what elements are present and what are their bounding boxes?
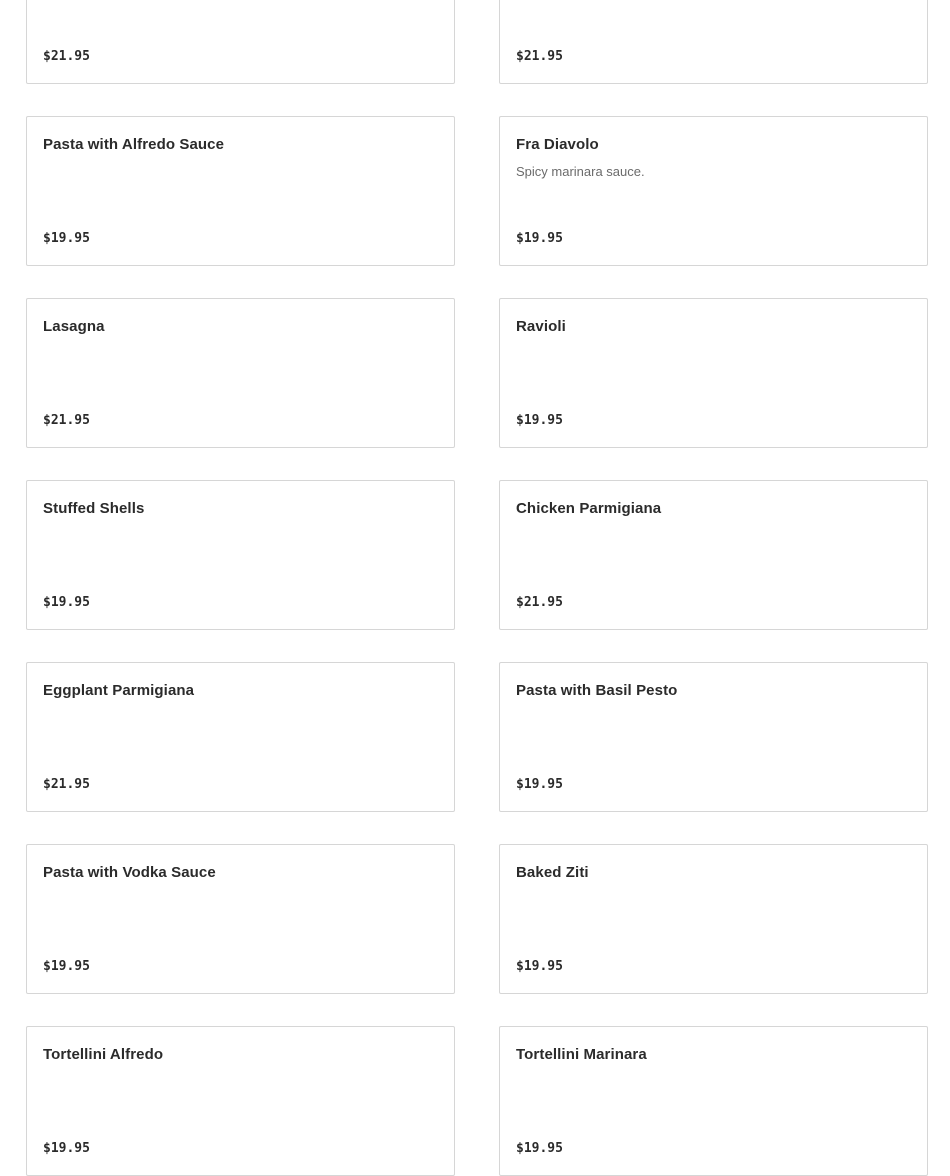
menu-item-price: $19.95 bbox=[516, 231, 563, 246]
menu-item-price: $21.95 bbox=[516, 595, 563, 610]
menu-item-name: Tortellini Alfredo bbox=[43, 1046, 164, 1063]
menu-item-name: Tortellini Marinara bbox=[516, 1046, 647, 1063]
menu-item-price: $19.95 bbox=[516, 413, 563, 428]
menu-item-price: $21.95 bbox=[43, 777, 90, 792]
menu-item-card[interactable] bbox=[26, 0, 455, 84]
menu-item-price: $19.95 bbox=[516, 959, 563, 974]
menu-item-card[interactable] bbox=[26, 844, 455, 994]
menu-item-price: $19.95 bbox=[43, 959, 90, 974]
menu-item-price: $19.95 bbox=[516, 777, 563, 792]
menu-item-card[interactable] bbox=[499, 480, 928, 630]
menu-item-card[interactable] bbox=[499, 1026, 928, 1176]
menu-item-price: $19.95 bbox=[43, 1141, 90, 1156]
menu-item-grid bbox=[26, 0, 928, 1176]
menu-item-name: Pasta with Vodka Sauce bbox=[43, 864, 216, 881]
menu-item-name: Pasta with Basil Pesto bbox=[516, 682, 678, 699]
menu-item-name: Lasagna bbox=[43, 318, 105, 335]
menu-item-name: Baked Ziti bbox=[516, 864, 589, 881]
menu-item-card[interactable] bbox=[499, 298, 928, 448]
menu-item-card[interactable] bbox=[26, 298, 455, 448]
menu-item-name: Fra Diavolo bbox=[516, 136, 599, 153]
menu-item-price: $21.95 bbox=[43, 49, 90, 64]
menu-item-name: Pasta with Alfredo Sauce bbox=[43, 136, 225, 153]
menu-item-description: Spicy marinara sauce. bbox=[516, 164, 645, 179]
menu-item-card[interactable] bbox=[499, 844, 928, 994]
menu-item-name: Stuffed Shells bbox=[43, 500, 145, 517]
menu-item-card[interactable] bbox=[26, 662, 455, 812]
menu-item-card[interactable] bbox=[499, 116, 928, 266]
menu-item-name: Eggplant Parmigiana bbox=[43, 682, 195, 699]
menu-item-card[interactable] bbox=[499, 662, 928, 812]
menu-item-card[interactable] bbox=[499, 0, 928, 84]
menu-item-card[interactable] bbox=[26, 480, 455, 630]
menu-item-price: $19.95 bbox=[516, 1141, 563, 1156]
menu-item-name: Ravioli bbox=[516, 318, 566, 335]
menu-item-card[interactable] bbox=[26, 1026, 455, 1176]
menu-item-price: $21.95 bbox=[43, 413, 90, 428]
menu-item-name: Chicken Parmigiana bbox=[516, 500, 662, 517]
menu-item-price: $19.95 bbox=[43, 595, 90, 610]
menu-item-price: $19.95 bbox=[43, 231, 90, 246]
menu-item-card[interactable] bbox=[26, 116, 455, 266]
menu-item-price: $21.95 bbox=[516, 49, 563, 64]
